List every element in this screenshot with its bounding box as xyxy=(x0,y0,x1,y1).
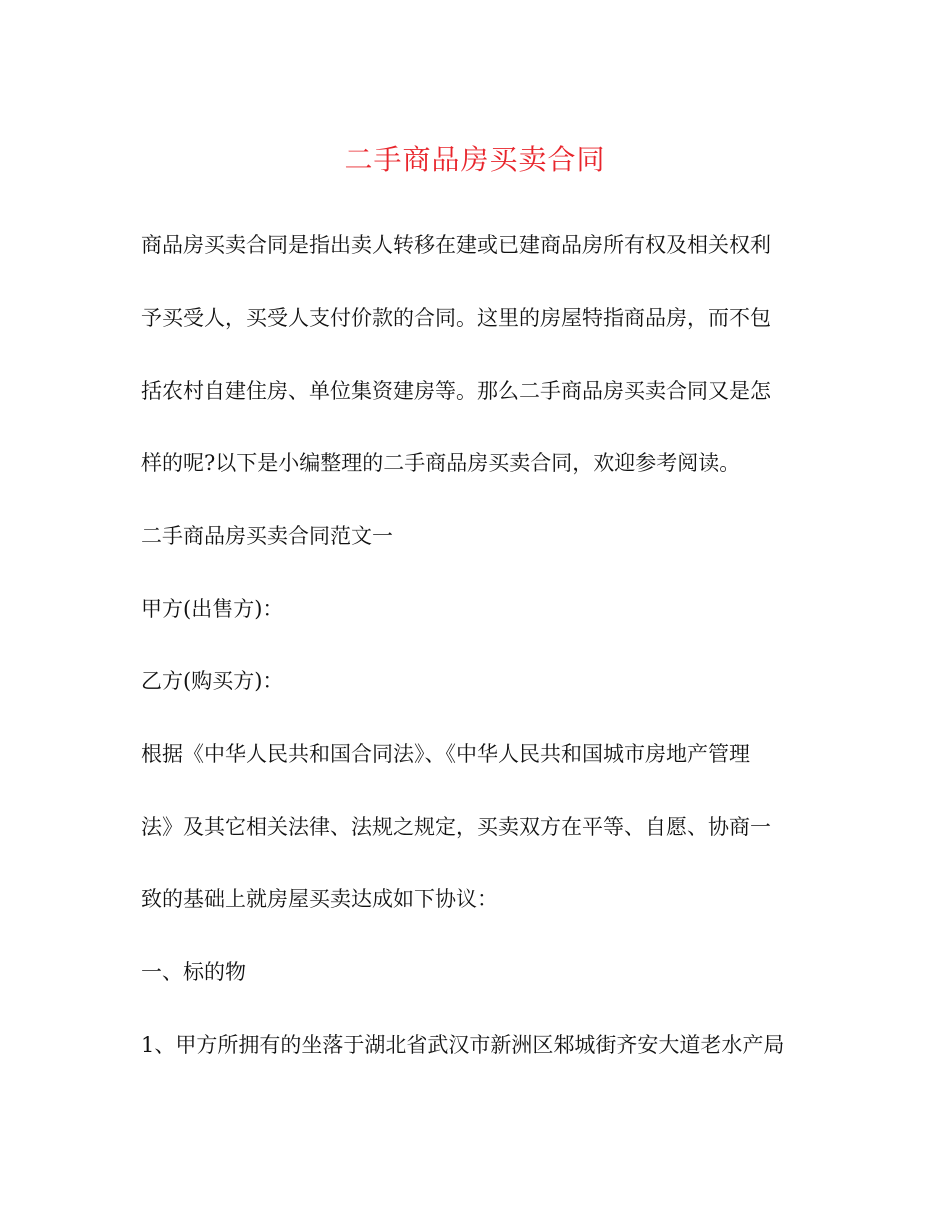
paragraph-line: 1、甲方所拥有的坐落于湖北省武汉市新洲区邾城街齐安大道老水产局 xyxy=(141,1033,785,1057)
paragraph-line: 法》及其它相关法律、法规之规定，买卖双方在平等、自愿、协商一 xyxy=(141,815,771,839)
paragraph-line: 样的呢?以下是小编整理的二手商品房买卖合同，欢迎参考阅读。 xyxy=(141,451,741,475)
party-b-label: 乙方(购买方)： xyxy=(141,669,284,693)
clause-heading: 一、标的物 xyxy=(141,960,246,984)
party-a-label: 甲方(出售方)： xyxy=(141,597,284,621)
paragraph-line: 予买受人，买受人支付价款的合同。这里的房屋特指商品房，而不包 xyxy=(141,306,771,330)
paragraph-line: 商品房买卖合同是指出卖人转移在建或已建商品房所有权及相关权利 xyxy=(141,233,771,257)
document-title: 二手商品房买卖合同 xyxy=(344,143,606,176)
paragraph-line: 括农村自建住房、单位集资建房等。那么二手商品房买卖合同又是怎 xyxy=(141,379,771,403)
section-heading: 二手商品房买卖合同范文一 xyxy=(141,524,393,548)
paragraph-line: 致的基础上就房屋买卖达成如下协议： xyxy=(141,887,498,911)
paragraph-line: 根据《中华人民共和国合同法》、《中华人民共和国城市房地产管理 xyxy=(141,742,750,766)
